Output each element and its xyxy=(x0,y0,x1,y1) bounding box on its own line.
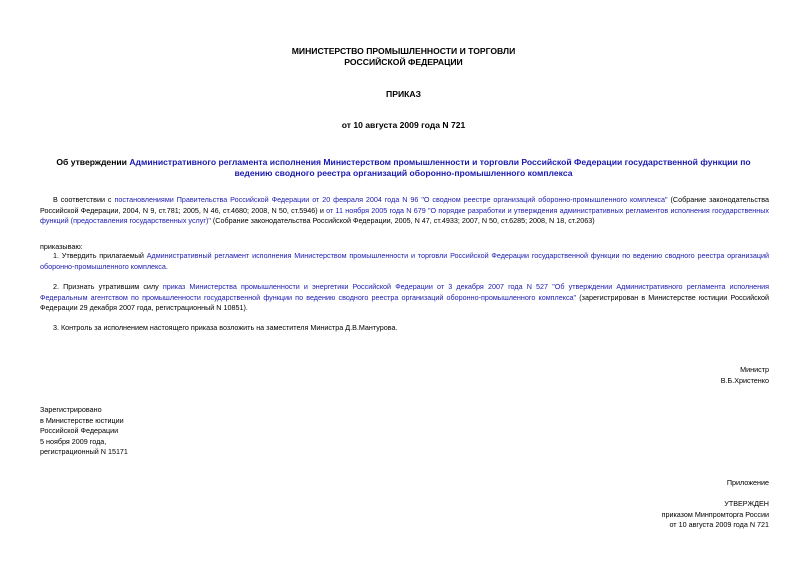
preamble-text-2: (Собрание законодательства Российской Федерации, 2004, N 9, ст.781; 2005, N 46, ст.4680; 2008, N 50, ст.5946) и xyxy=(40,195,769,215)
ministry-line-1: МИНИСТЕРСТВО ПРОМЫШЛЕННОСТИ И ТОРГОВЛИ xyxy=(291,46,516,56)
ministry-name xyxy=(0,46,807,68)
doc-date: от 10 августа 2009 года N 721 xyxy=(341,120,466,130)
registration-line-4: 5 ноября 2009 года, xyxy=(40,436,107,446)
decree-96-link[interactable]: постановлениями Правительства Российской Федерации от 20 февраля 2004 года N 96 "О сводном реестре организаций оборонно-промышленного комплекса" xyxy=(114,195,668,204)
approved-label: УТВЕРЖДЕН xyxy=(724,499,769,508)
preamble-text-1: В соответствии с xyxy=(53,195,115,204)
title-prefix: Об утверждении xyxy=(56,157,130,167)
order-527-link[interactable]: приказ Министерства промышленности и энергетики Российской Федерации от 3 декабря 2007 года N 527 "Об утверждении Административного регламента исполнения Федеральным агентством по промышленности государственной функции по ведению сводного реестра организаций оборонно-промышленного комплекса" xyxy=(40,282,769,302)
order-word: приказываю: xyxy=(40,242,83,251)
registration-line-1: Зарегистрировано xyxy=(40,405,102,414)
registration-line-3: Российской Федерации xyxy=(40,426,119,435)
ministry-line-2: РОССИЙСКОЙ ФЕДЕРАЦИИ xyxy=(344,57,463,67)
approved-date: от 10 августа 2009 года N 721 xyxy=(669,520,769,529)
preamble-text-3: (Собрание законодательства Российской Федерации, 2005, N 47, ст.4933; 2007, N 50, ст.6285; 2008, N 18, ст.2063) xyxy=(210,216,595,225)
item-1 xyxy=(40,251,769,272)
signature-block xyxy=(540,365,769,386)
registration-line-2: в Министерстве юстиции xyxy=(40,415,124,425)
registration-block xyxy=(40,405,128,458)
item-1-text: 1. Утвердить прилагаемый xyxy=(53,251,147,260)
appendix-label: Приложение xyxy=(726,478,769,487)
item-2 xyxy=(40,282,769,314)
item-2-end: (зарегистрирован в Министерстве юстиции Российской Федерации 29 декабря 2007 года, регистрационный N 10851). xyxy=(40,292,769,312)
approved-by-order: приказом Минпромторга России xyxy=(661,509,769,519)
registration-line-5: регистрационный N 15171 xyxy=(40,447,128,456)
item-2-text: 2. Признать утратившим силу xyxy=(53,282,163,291)
item-1-end: . xyxy=(165,261,168,271)
item-3: 3. Контроль за исполнением настоящего приказа возложить на заместителя Министра Д.В.Мантурова. xyxy=(53,323,398,332)
title-regulation-link-1[interactable]: Административного регламента исполнения Министерством промышленности и торговли Российской Федерации государственной функции по xyxy=(129,157,751,167)
approval-block xyxy=(540,499,769,531)
doc-type: ПРИКАЗ xyxy=(386,89,421,99)
doc-title xyxy=(40,157,767,179)
signature-position: Министр xyxy=(740,365,769,374)
title-regulation-link-2[interactable]: ведению сводного реестра организаций оборонно-промышленного комплекса xyxy=(234,168,573,178)
decree-679-link[interactable]: от 11 ноября 2005 года N 679 "О порядке разработки и утверждения административных регламентов исполнения государственных функций (предоставления государственных услуг)" xyxy=(40,205,769,225)
signature-name: В.Б.Христенко xyxy=(720,375,769,385)
regulation-link[interactable]: Административный регламент исполнения Министерством промышленности и торговли Российской Федерации государственной функции по ведению сводного реестра организаций оборонно-промышленного комплекса xyxy=(40,251,769,271)
preamble-paragraph xyxy=(40,195,769,227)
